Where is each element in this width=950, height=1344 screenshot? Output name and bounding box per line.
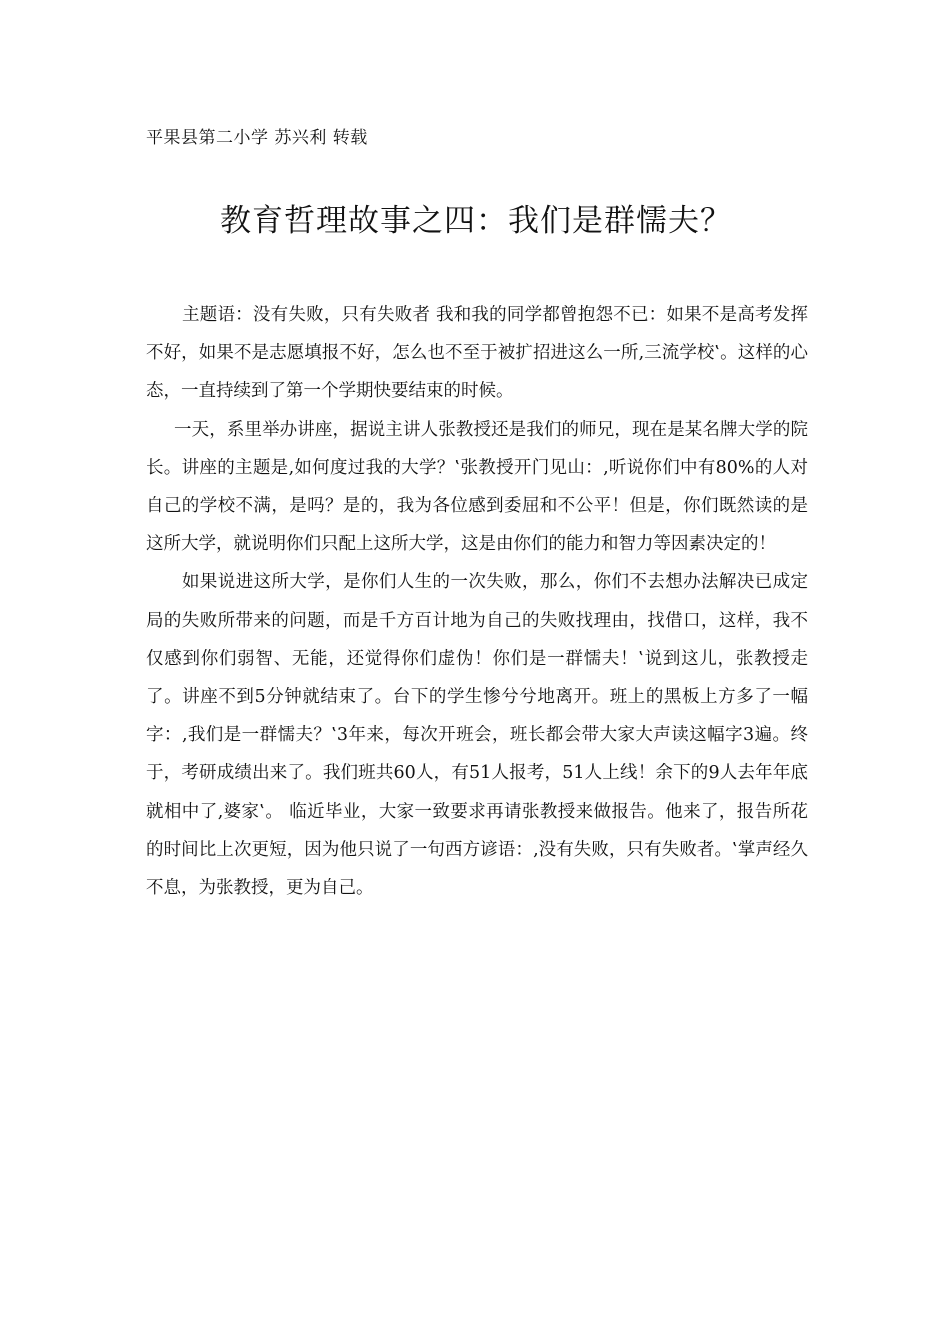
paragraph-2: 一天，系里举办讲座，据说主讲人张教授还是我们的师兄，现在是某名牌大学的院长。讲座的主题是‚如何度过我的大学？‛张教授开门见山：‚听说你们中有80%的人对自己的学校不满，是吗？是的，我为各位感到委屈和不公平！但是，你们既然读的是这所大学，就说明你们只配上这所大学，这是由你们的能力和智力等因素决定的！ — [146, 419, 808, 555]
document-title: 教育哲理故事之四：我们是群懦夫？ — [220, 203, 732, 239]
article-body — [146, 296, 808, 907]
author-line: 平果县第二小学 苏兴利 转载 — [146, 128, 368, 148]
paragraph-3: 如果说进这所大学，是你们人生的一次失败，那么，你们不去想办法解决已成定局的失败所带来的问题，而是千方百计地为自己的失败找理由，找借口，这样，我不仅感到你们弱智、无能，还觉得你们虚伪！你们是一群懦夫！‛说到这儿，张教授走了。讲座不到5分钟就结束了。台下的学生惨兮兮地离开。班上的黑板上方多了一幅字：‚我们是一群懦夫？‛3年来，每次开班会，班长都会带大家大声读这幅字3遍。终于，考研成绩出来了。我们班共60人，有51人报考，51人上线！余下的9人去年年底就相中了‚婆家‛。 临近毕业，大家一致要求再请张教授来做报告。他来了，报告所花的时间比上次更短，因为他只说了一句西方谚语：‚没有失败，只有失败者。‛掌声经久不息，为张教授，更为自己。 — [146, 572, 808, 899]
paragraph-1: 主题语：没有失败，只有失败者 我和我的同学都曾抱怨不已：如果不是高考发挥不好，如果不是志愿填报不好，怎么也不至于被扩招进这么一所‚三流学校‛。这样的心态，一直持续到了第一个学期快要结束的时候。 — [146, 305, 808, 402]
